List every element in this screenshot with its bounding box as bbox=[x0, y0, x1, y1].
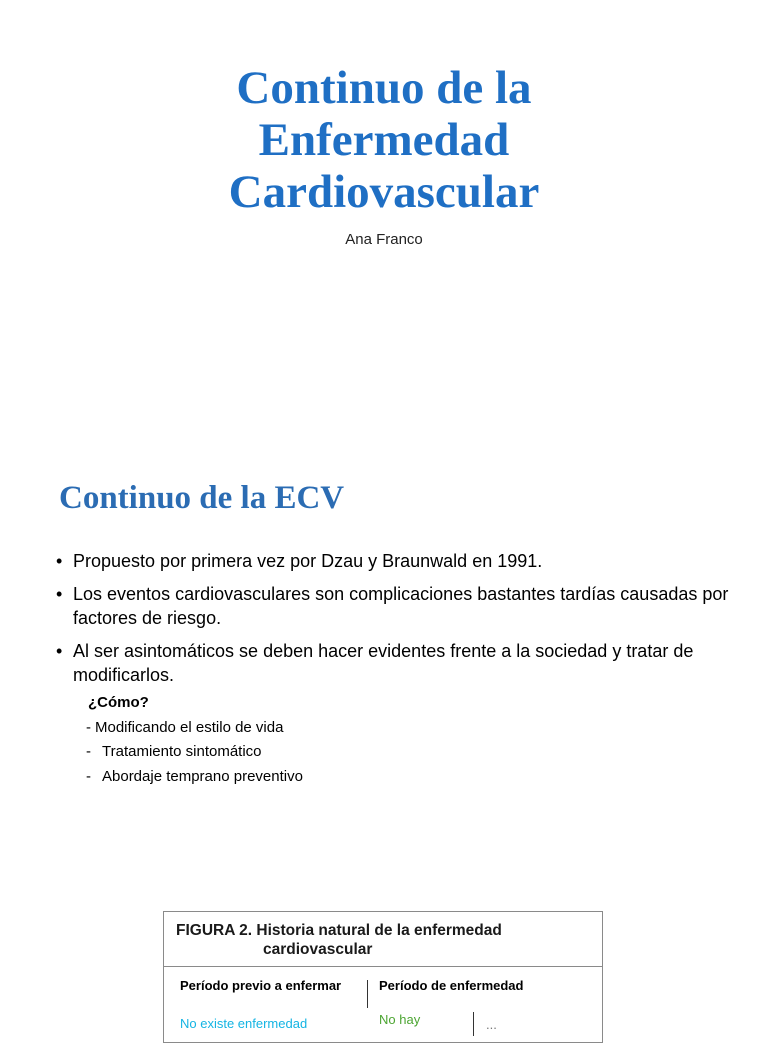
figure-title bbox=[176, 921, 502, 959]
slide1-title bbox=[134, 62, 634, 218]
figure-separator bbox=[367, 980, 368, 1008]
dash-icon: - bbox=[86, 743, 91, 760]
figure-period-right: Período de enfermedad bbox=[379, 978, 524, 993]
sub-item-text: Modificando el estilo de vida bbox=[95, 718, 284, 736]
slide1-author: Ana Franco bbox=[345, 231, 423, 248]
bullet-text: Propuesto por primera vez por Dzau y Braunwald en 1991. bbox=[73, 551, 543, 571]
figure-title-line2: cardiovascular bbox=[263, 941, 373, 958]
bullet-list bbox=[56, 549, 736, 696]
dash-icon: - bbox=[86, 718, 91, 736]
bullet-dot-icon: • bbox=[56, 641, 63, 661]
figure-box bbox=[163, 911, 603, 1043]
bullet-item bbox=[56, 582, 736, 630]
slide1-title-line3: Cardiovascular bbox=[228, 166, 540, 218]
figure-left-text: No existe enfermedad bbox=[180, 1016, 308, 1031]
bullet-dot-icon: • bbox=[56, 551, 63, 571]
sub-list bbox=[86, 691, 303, 789]
sub-heading: ¿Cómo? bbox=[88, 694, 149, 711]
figure-period-left: Período previo a enfermar bbox=[180, 978, 342, 993]
slide1-title-line1: Continuo de la bbox=[236, 62, 532, 114]
sub-item bbox=[86, 740, 303, 765]
sub-item bbox=[86, 765, 303, 790]
figure-divider bbox=[164, 966, 602, 967]
sub-item-text: Tratamiento sintomático bbox=[102, 743, 262, 760]
bullet-item bbox=[56, 549, 736, 573]
dash-icon: - bbox=[86, 767, 91, 785]
sub-item-text: Abordaje temprano preventivo bbox=[102, 767, 303, 785]
figure-ellipsis: ... bbox=[486, 1017, 497, 1032]
bullet-dot-icon: • bbox=[56, 584, 63, 604]
figure-separator bbox=[473, 1012, 474, 1036]
figure-title-line1: FIGURA 2. Historia natural de la enfermedad bbox=[176, 922, 502, 939]
bullet-item bbox=[56, 639, 736, 687]
sub-item bbox=[86, 716, 303, 741]
bullet-text: Al ser asintomáticos se deben hacer evidentes frente a la sociedad y tratar de modificarlos. bbox=[73, 641, 694, 685]
figure-right-text: No hay bbox=[379, 1012, 421, 1027]
slide2-title: Continuo de la ECV bbox=[59, 480, 345, 516]
slide1-title-line2: Enfermedad bbox=[258, 114, 510, 166]
bullet-text: Los eventos cardiovasculares son complicaciones bastantes tardías causadas por factores de riesgo. bbox=[73, 584, 729, 628]
